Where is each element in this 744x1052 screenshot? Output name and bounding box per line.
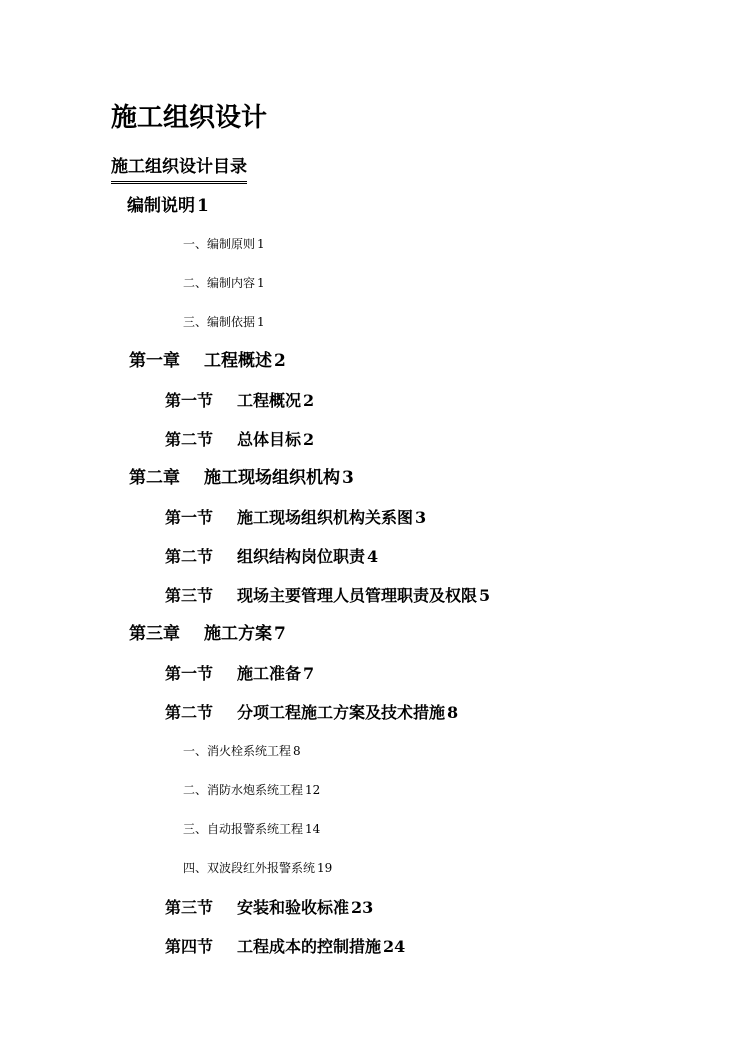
- toc-entry-page: 8: [293, 744, 301, 758]
- toc-heading: 施工组织设计目录: [111, 154, 247, 184]
- toc-entry-page: 7: [303, 664, 315, 683]
- toc-entry-item[interactable]: [183, 234, 265, 254]
- toc-entry-page: 23: [351, 898, 374, 917]
- toc-entry-section[interactable]: [165, 895, 373, 921]
- toc-entry-chapter[interactable]: [129, 621, 286, 647]
- toc-entry-label: 分项工程施工方案及技术措施: [237, 703, 446, 722]
- toc-entry-label: 一、编制原则: [183, 237, 256, 251]
- toc-entry-section[interactable]: [165, 583, 490, 609]
- toc-entry-label: 工程概述: [204, 351, 272, 371]
- toc-entry-item[interactable]: [183, 780, 320, 800]
- toc-entry-label: 编制说明: [127, 196, 195, 216]
- toc-entry-number: 第三节: [165, 586, 214, 605]
- toc-entry-number: 第一节: [165, 391, 214, 410]
- toc-entry-number: 第二节: [165, 703, 214, 722]
- toc-entry-section[interactable]: [165, 661, 314, 687]
- toc-entry-page: 2: [274, 351, 286, 371]
- toc-entry-page: 7: [274, 624, 286, 644]
- toc-entry-label: 二、消防水炮系统工程: [183, 783, 304, 797]
- toc-entry-page: 24: [383, 937, 406, 956]
- toc-entry-chapter[interactable]: [129, 348, 286, 374]
- toc-entry-label: 工程成本的控制措施: [237, 937, 382, 956]
- toc-entry-item[interactable]: [183, 819, 320, 839]
- toc-entry-page: 1: [197, 196, 209, 216]
- toc-entry-number: 第二节: [165, 547, 214, 566]
- toc-entry-page: 3: [342, 468, 354, 488]
- toc-entry-number: 第二节: [165, 430, 214, 449]
- toc-entry-page: 1: [257, 276, 265, 290]
- toc-entry-page: 12: [305, 783, 321, 797]
- toc-entry-page: 8: [447, 703, 459, 722]
- toc-entry-label: 工程概况: [237, 391, 302, 410]
- toc-entry-page: 3: [415, 508, 427, 527]
- toc-entry-label: 施工现场组织机构: [204, 468, 340, 488]
- toc-entry-label: 总体目标: [237, 430, 302, 449]
- toc-entry-section[interactable]: [165, 505, 426, 531]
- toc-entry-number: 第三节: [165, 898, 214, 917]
- toc-entry-item[interactable]: [183, 312, 265, 332]
- toc-entry-label: 四、双波段红外报警系统: [183, 861, 316, 875]
- toc-entry-page: 19: [317, 861, 333, 875]
- toc-entry-page: 4: [367, 547, 379, 566]
- toc-entry-page: 1: [257, 315, 265, 329]
- toc-entry-page: 2: [303, 430, 315, 449]
- toc-entry-label: 组织结构岗位职责: [237, 547, 366, 566]
- toc-entry-section[interactable]: [165, 700, 458, 726]
- toc-entry-label: 施工方案: [204, 624, 272, 644]
- toc-entry-page: 14: [305, 822, 321, 836]
- toc-entry-label: 安装和验收标准: [237, 898, 350, 917]
- toc-entry-item[interactable]: [183, 858, 332, 878]
- toc-entry-page: 5: [479, 586, 491, 605]
- toc-entry-label: 现场主要管理人员管理职责及权限: [237, 586, 478, 605]
- toc-entry-page: 1: [257, 237, 265, 251]
- toc-entry-page: 2: [303, 391, 315, 410]
- toc-entry-section[interactable]: [165, 544, 378, 570]
- toc-entry-number: 第一节: [165, 664, 214, 683]
- toc-entry-label: 一、消火栓系统工程: [183, 744, 292, 758]
- toc-entry-item[interactable]: [183, 741, 301, 761]
- toc-entry-section[interactable]: [165, 388, 314, 414]
- toc-entry-section[interactable]: [165, 427, 314, 453]
- toc-entry-item[interactable]: [183, 273, 265, 293]
- toc-entry-label: 施工准备: [237, 664, 302, 683]
- toc-entry-label: 三、自动报警系统工程: [183, 822, 304, 836]
- toc-entry-section[interactable]: [165, 934, 405, 960]
- toc-entry-number: 第二章: [129, 468, 180, 488]
- toc-entry-chapter[interactable]: [129, 465, 354, 491]
- toc-entry-number: 第一章: [129, 351, 180, 371]
- toc-entry-number: 第三章: [129, 624, 180, 644]
- toc-entry-label: 二、编制内容: [183, 276, 256, 290]
- toc-entry-number: 第四节: [165, 937, 214, 956]
- document-title: 施工组织设计: [111, 103, 268, 133]
- toc-entry-label: 施工现场组织机构关系图: [237, 508, 414, 527]
- toc-entry-label: 三、编制依据: [183, 315, 256, 329]
- toc-entry-number: 第一节: [165, 508, 214, 527]
- toc-entry-preface[interactable]: [127, 193, 209, 219]
